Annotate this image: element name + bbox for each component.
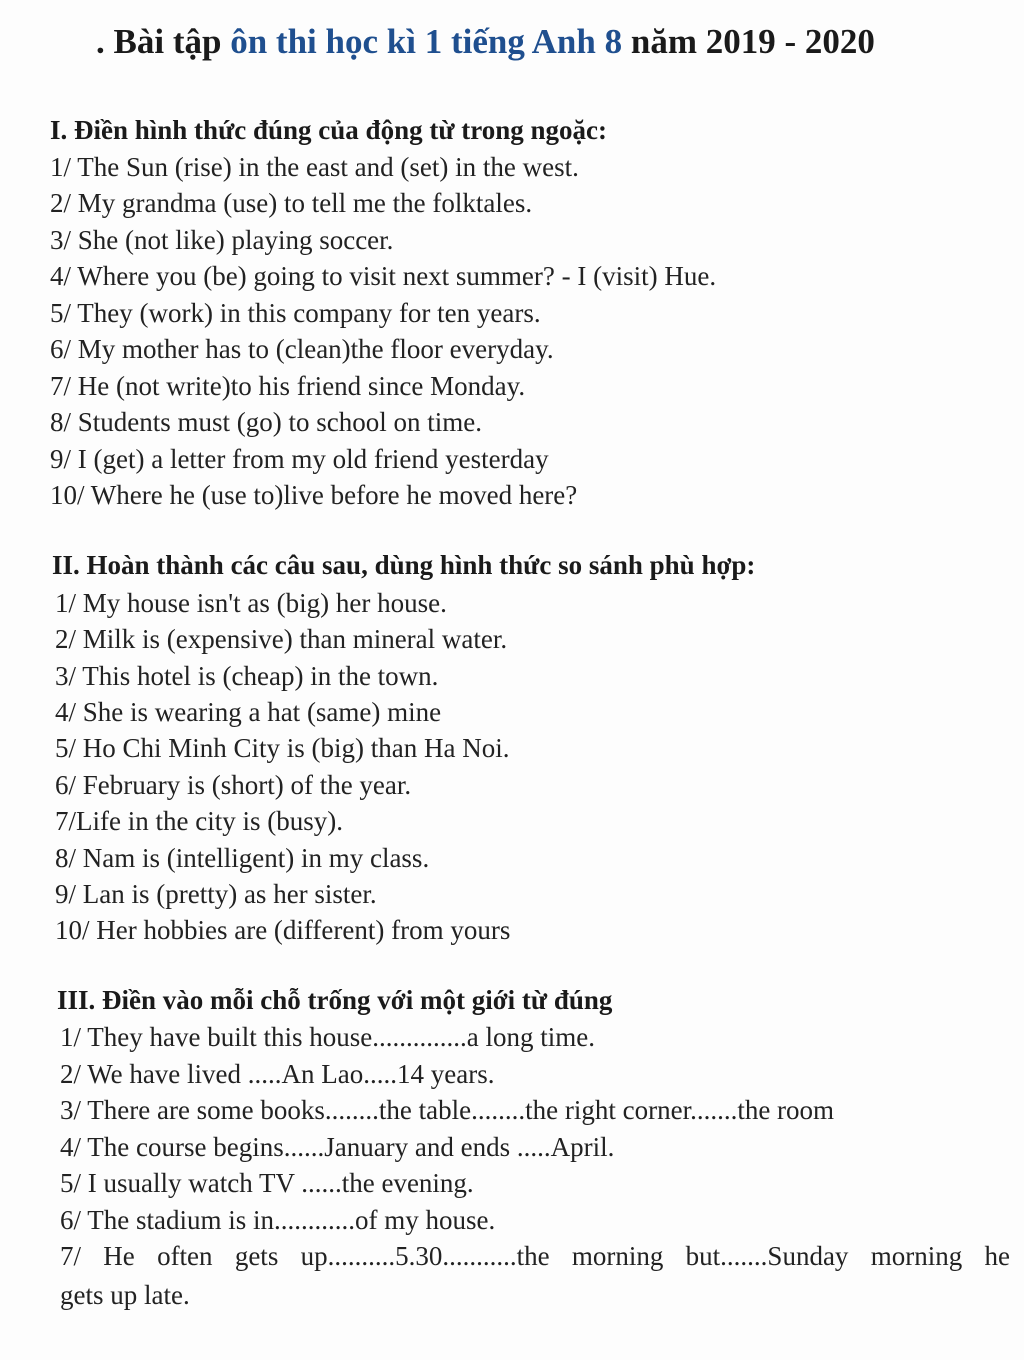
section-1-item: 6/ My mother has to (clean)the floor everyday. <box>50 334 554 364</box>
item-7-word: he <box>984 1241 1010 1271</box>
section-1-item: 7/ He (not write)to his friend since Monday. <box>50 371 526 401</box>
section-1-item: 9/ I (get) a letter from my old friend yesterday <box>50 444 549 474</box>
section-1-item: 10/ Where he (use to)live before he moved here? <box>50 480 578 510</box>
section-1-item: 3/ She (not like) playing soccer. <box>50 225 394 255</box>
section-2-item: 5/ Ho Chi Minh City is (big) than Ha Noi. <box>55 733 510 763</box>
title-prefix: . Bài tập <box>96 22 231 61</box>
item-7-word: He <box>103 1241 135 1271</box>
section-3-item: 4/ The course begins......January and ends .....April. <box>60 1132 615 1162</box>
section-2-item: 3/ This hotel is (cheap) in the town. <box>55 661 439 691</box>
item-7-word: gets <box>234 1241 279 1271</box>
section-2-item: 10/ Her hobbies are (different) from yours <box>55 915 511 945</box>
title-highlight: ôn thi học kì 1 tiếng Anh 8 <box>230 22 623 61</box>
section-1-item: 5/ They (work) in this company for ten years. <box>50 298 541 328</box>
section-3-item: 3/ There are some books........the table........the right corner.......the room <box>60 1095 835 1125</box>
section-2-item: 1/ My house isn't as (big) her house. <box>55 588 447 618</box>
section-2-item: 2/ Milk is (expensive) than mineral water. <box>55 624 508 654</box>
section-3-item: 2/ We have lived .....An Lao.....14 years. <box>60 1059 495 1089</box>
section-3-heading: III. Điền vào mỗi chỗ trống với một giới từ đúng <box>57 985 613 1015</box>
section-1-item: 4/ Where you (be) going to visit next summer? - I (visit) Hue. <box>50 261 717 291</box>
section-2-item: 8/ Nam is (intelligent) in my class. <box>55 843 430 873</box>
page-title <box>96 22 875 62</box>
item-7-word: morning <box>870 1241 963 1271</box>
section-3-item-7-continuation: gets up late. <box>60 1280 190 1310</box>
section-2-heading: II. Hoàn thành các câu sau, dùng hình thức so sánh phù hợp: <box>52 550 756 580</box>
item-7-word: morning <box>571 1241 664 1271</box>
section-1-item: 1/ The Sun (rise) in the east and (set) in the west. <box>50 152 579 182</box>
section-3-item: 6/ The stadium is in............of my house. <box>60 1205 496 1235</box>
section-1-heading: I. Điền hình thức đúng của động từ trong ngoặc: <box>50 115 608 145</box>
item-7-word: often <box>157 1241 213 1271</box>
title-suffix: năm 2019 - 2020 <box>622 22 875 61</box>
section-2-item: 4/ She is wearing a hat (same) mine <box>55 697 442 727</box>
section-1-item: 2/ My grandma (use) to tell me the folktales. <box>50 188 533 218</box>
section-3-item: 1/ They have built this house..............a long time. <box>60 1022 595 1052</box>
section-3-item-7 <box>60 1241 1010 1272</box>
section-2-item: 7/Life in the city is (busy). <box>55 806 343 836</box>
section-1-item: 8/ Students must (go) to school on time. <box>50 407 482 437</box>
section-2-item: 9/ Lan is (pretty) as her sister. <box>55 879 377 909</box>
item-7-word: up..........5.30...........the <box>300 1241 550 1271</box>
item-7-word: but.......Sunday <box>685 1241 849 1271</box>
item-7-word: 7/ <box>60 1241 82 1271</box>
section-3-item: 5/ I usually watch TV ......the evening. <box>60 1168 474 1198</box>
section-2-item: 6/ February is (short) of the year. <box>55 770 412 800</box>
